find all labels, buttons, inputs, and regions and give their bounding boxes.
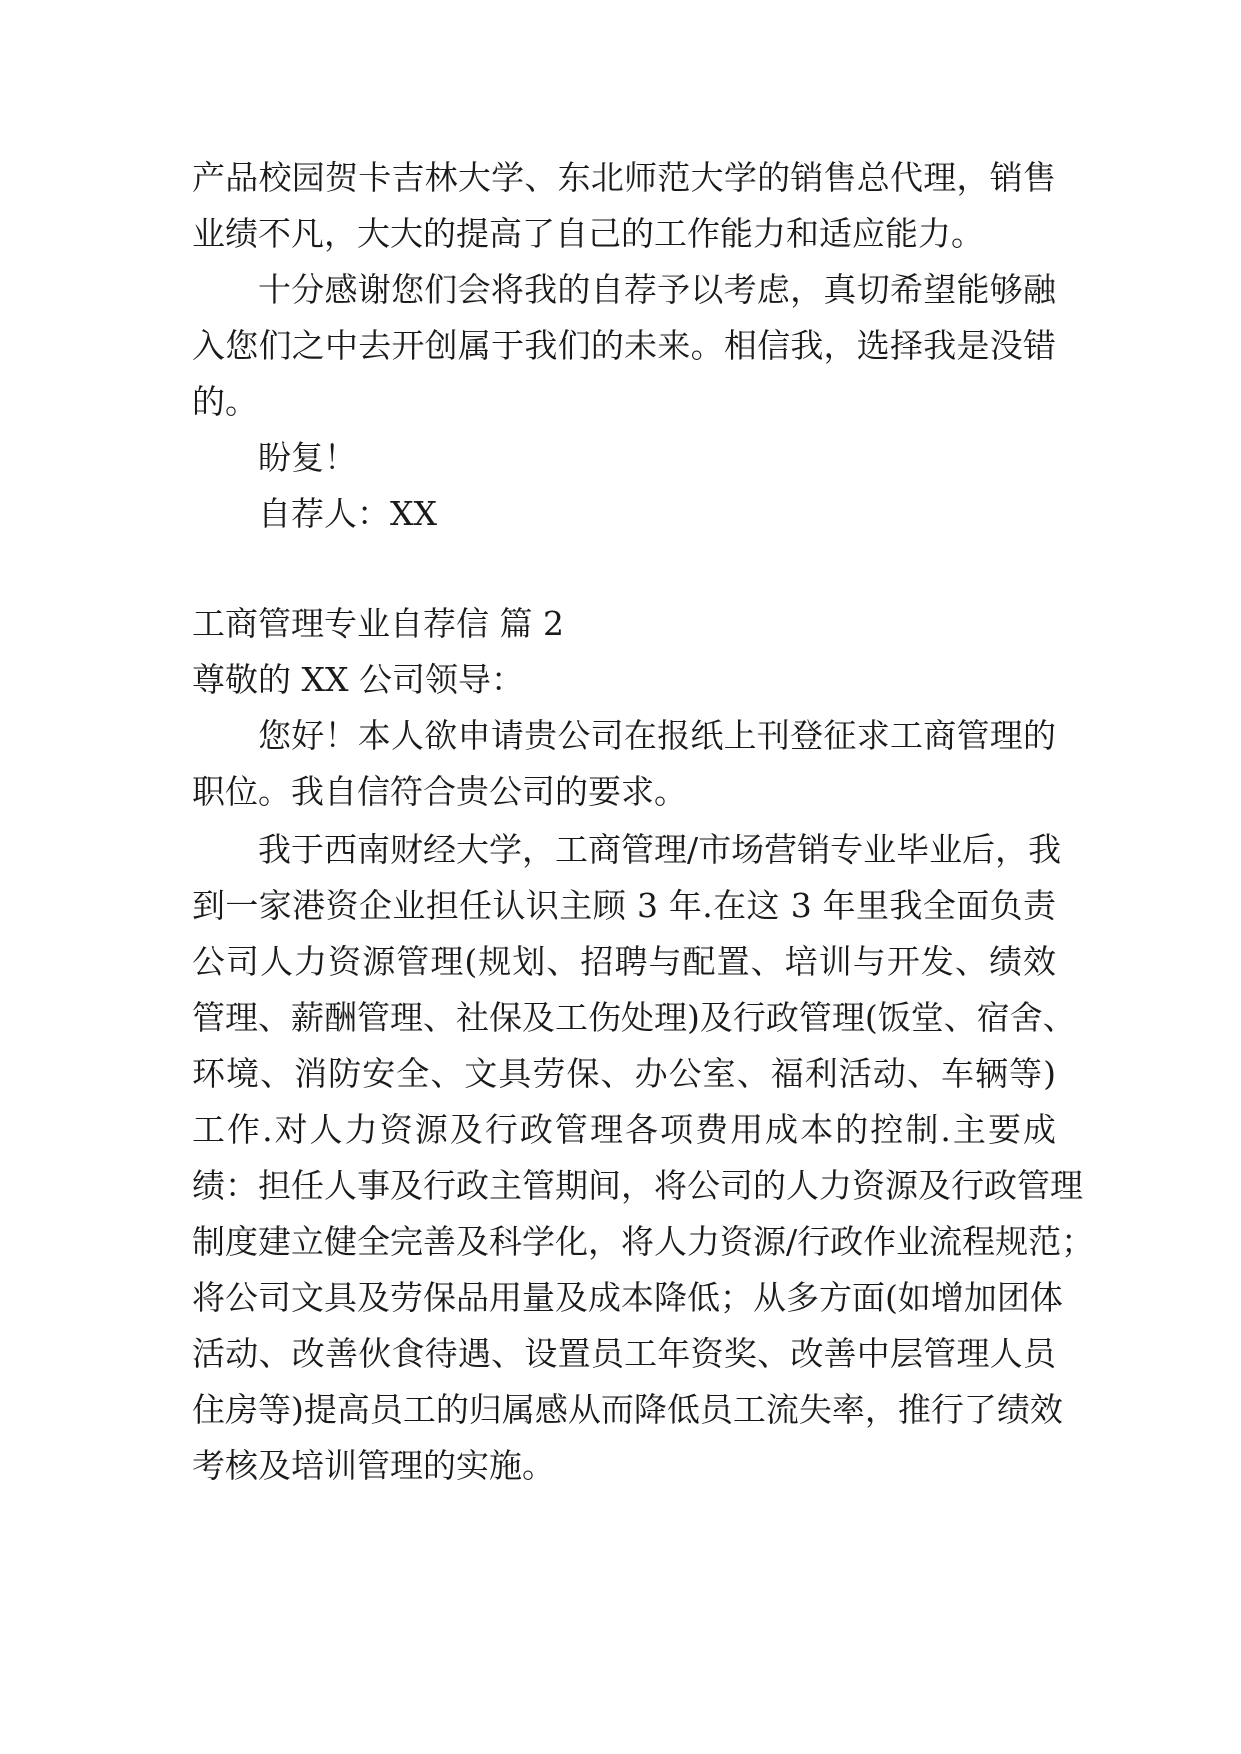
section2-title: 工商管理专业自荐信 篇 2 (192, 604, 564, 643)
section1-paragraph2-line: 十分感谢您们会将我的自荐予以考虑，真切希望能够融 (258, 270, 1056, 309)
section2-paragraph2-line: 我于西南财经大学，工商管理/市场营销专业毕业后，我 (258, 830, 1062, 869)
section2-paragraph2-line: 到一家港资企业担任认识主顾 3 年.在这 3 年里我全面负责 (192, 886, 1056, 925)
salutation: 尊敬的 XX 公司领导： (192, 660, 524, 699)
section1-paragraph1-line: 产品校园贺卡吉林大学、东北师范大学的销售总代理，销售 (192, 158, 1056, 197)
section2-paragraph2-line: 绩：担任人事及行政主管期间，将公司的人力资源及行政管理 (192, 1166, 1083, 1205)
section2-paragraph2-line: 工作.对人力资源及行政管理各项费用成本的控制.主要成 (192, 1110, 1056, 1149)
section1-paragraph1-line: 业绩不凡，大大的提高了自己的工作能力和适应能力。 (192, 214, 984, 253)
section2-paragraph1-line: 您好！本人欲申请贵公司在报纸上刊登征求工商管理的 (258, 716, 1056, 755)
section2-paragraph2-line: 制度建立健全完善及科学化，将人力资源/行政作业流程规范； (192, 1222, 1095, 1261)
section2-paragraph2-line: 将公司文具及劳保品用量及成本降低；从多方面(如增加团体 (192, 1278, 1063, 1317)
section1-paragraph2-line: 入您们之中去开创属于我们的未来。相信我，选择我是没错 (192, 326, 1056, 365)
closing-text: 盼复！ (258, 438, 357, 477)
section2-paragraph2-line: 公司人力资源管理(规划、招聘与配置、培训与开发、绩效 (192, 942, 1056, 981)
section2-paragraph2-line: 活动、改善伙食待遇、设置员工年资奖、改善中层管理人员 (192, 1334, 1056, 1373)
section2-paragraph2-line: 住房等)提高员工的归属感从而降低员工流失率，推行了绩效 (192, 1390, 1063, 1429)
section2-paragraph1-line: 职位。我自信符合贵公司的要求。 (192, 772, 687, 811)
signature: 自荐人：XX (258, 494, 437, 533)
section1-paragraph2-line: 的。 (192, 382, 258, 421)
section2-paragraph2-line: 环境、消防安全、文具劳保、办公室、福利活动、车辆等) (192, 1054, 1056, 1093)
section2-paragraph2-line: 考核及培训管理的实施。 (192, 1446, 555, 1485)
section2-paragraph2-line: 管理、薪酬管理、社保及工伤处理)及行政管理(饭堂、宿舍、 (192, 998, 1076, 1037)
